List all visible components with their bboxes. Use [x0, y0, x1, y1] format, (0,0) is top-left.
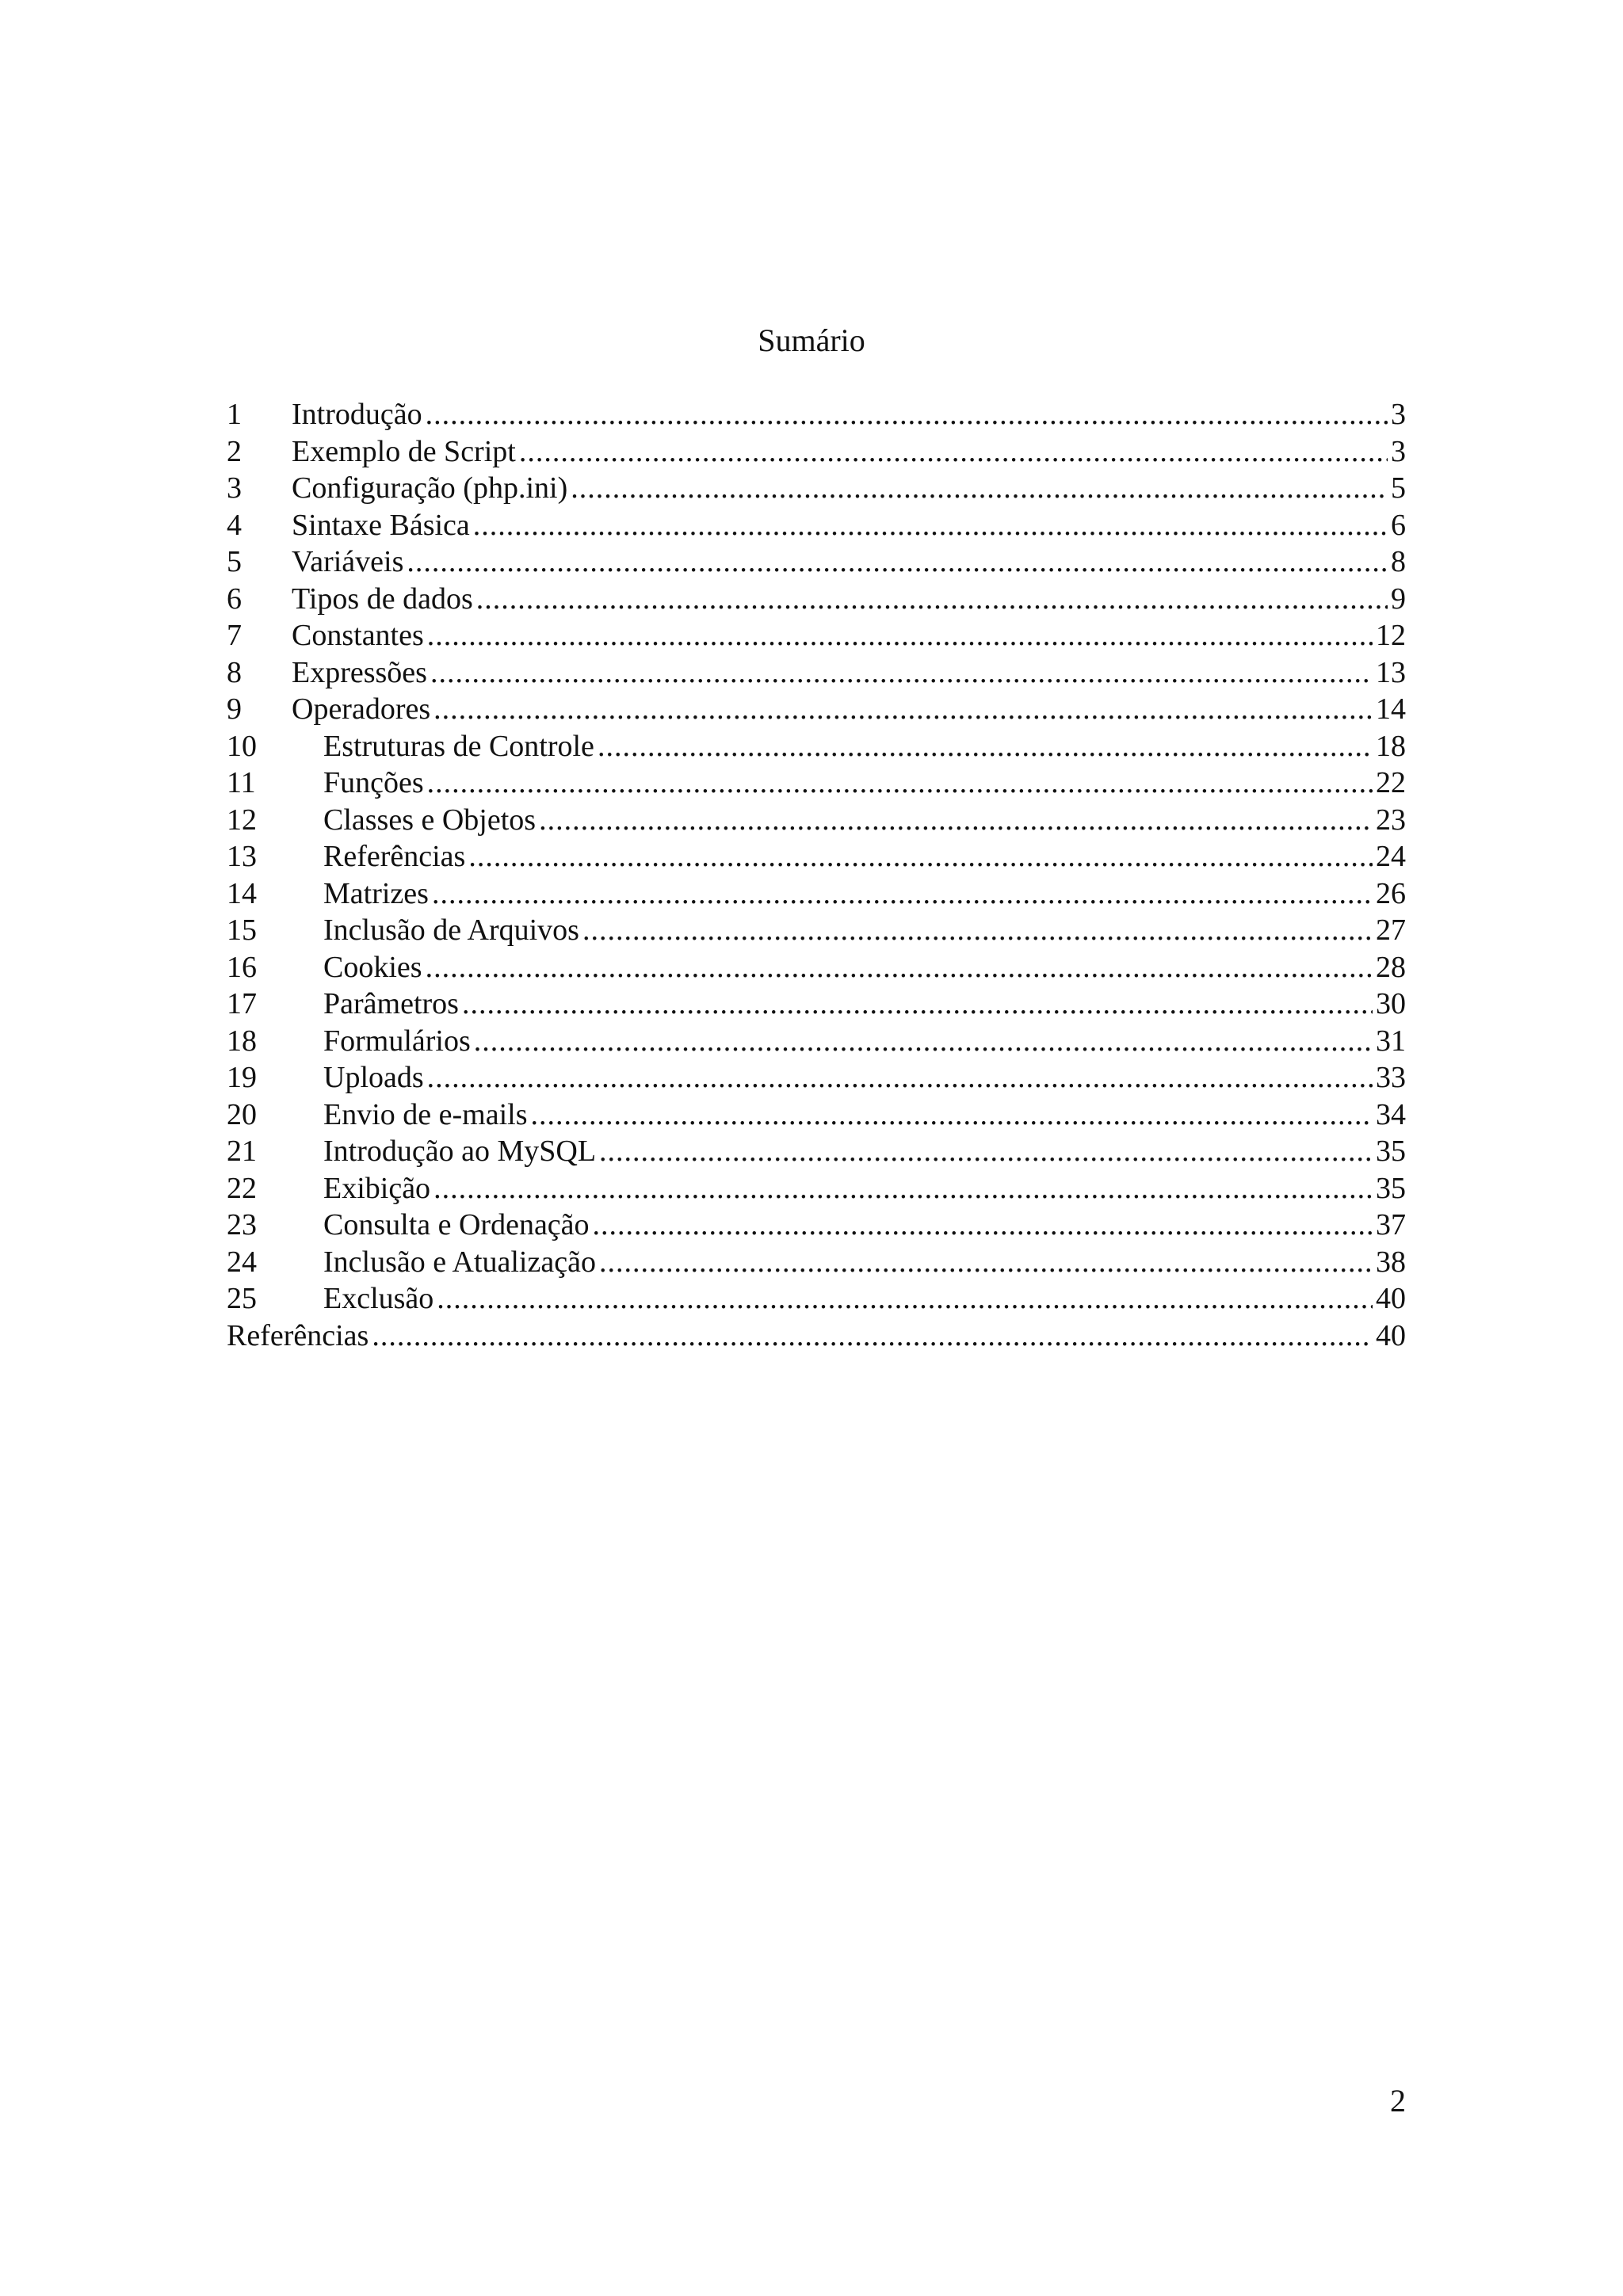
toc-entry-page: 38	[1376, 1245, 1406, 1279]
toc-entry[interactable]	[227, 802, 1406, 839]
toc-entry-number: 17	[227, 987, 257, 1020]
page-number: 2	[1390, 2083, 1406, 2119]
toc-entry-number: 21	[227, 1135, 257, 1168]
toc-entry-page: 3	[1391, 398, 1406, 431]
toc-dot-leader	[473, 507, 1388, 543]
toc-entry-title: Operadores	[292, 692, 431, 726]
toc-dot-leader	[519, 433, 1388, 470]
toc-entry-page: 5	[1391, 471, 1406, 505]
toc-entry-number: 20	[227, 1097, 257, 1131]
toc-entry-number: 13	[227, 840, 257, 873]
toc-entry[interactable]	[227, 1280, 1406, 1318]
toc-entry-number: 19	[227, 1061, 257, 1094]
toc-entry-page: 6	[1391, 508, 1406, 542]
toc-entry[interactable]	[227, 949, 1406, 986]
toc-entry-page: 23	[1376, 803, 1406, 837]
toc-entry-page: 12	[1376, 619, 1406, 652]
toc-entry[interactable]	[227, 986, 1406, 1023]
toc-entry-title: Variáveis	[292, 545, 404, 578]
toc-entry[interactable]	[227, 1318, 1406, 1355]
toc-entry-number: 9	[227, 692, 242, 726]
toc-dot-leader	[474, 1023, 1373, 1059]
toc-entry-title: Funções	[323, 766, 424, 799]
toc-entry-title: Uploads	[323, 1061, 424, 1094]
toc-dot-leader	[372, 1318, 1373, 1354]
toc-entry-title: Constantes	[292, 619, 424, 652]
toc-entry-number: 16	[227, 950, 257, 984]
toc-entry-page: 26	[1376, 876, 1406, 910]
toc-entry[interactable]	[227, 838, 1406, 875]
toc-entry-page: 24	[1376, 840, 1406, 873]
table-of-contents	[227, 396, 1406, 1354]
toc-entry[interactable]	[227, 728, 1406, 765]
toc-entry[interactable]	[227, 1059, 1406, 1097]
toc-entry-page: 34	[1376, 1097, 1406, 1131]
toc-dot-leader	[599, 1133, 1373, 1169]
toc-entry-title: Formulários	[323, 1024, 471, 1058]
toc-dot-leader	[433, 1170, 1373, 1207]
toc-entry-title: Configuração (php.ini)	[292, 471, 568, 505]
toc-entry[interactable]	[227, 1170, 1406, 1207]
toc-entry-page: 14	[1376, 692, 1406, 726]
toc-dot-leader	[593, 1207, 1373, 1243]
toc-entry-title: Expressões	[292, 655, 427, 689]
toc-entry[interactable]	[227, 691, 1406, 728]
toc-entry-number: 8	[227, 655, 242, 689]
toc-entry[interactable]	[227, 1023, 1406, 1060]
toc-entry-page: 31	[1376, 1024, 1406, 1058]
toc-dot-leader	[407, 543, 1388, 580]
toc-entry[interactable]	[227, 617, 1406, 654]
toc-entry[interactable]	[227, 912, 1406, 949]
toc-dot-leader	[437, 1280, 1373, 1317]
toc-entry[interactable]	[227, 1207, 1406, 1244]
toc-dot-leader	[530, 1097, 1373, 1133]
toc-entry[interactable]	[227, 543, 1406, 581]
toc-entry-number: 1	[227, 398, 242, 431]
toc-entry-page: 37	[1376, 1208, 1406, 1241]
toc-dot-leader	[430, 654, 1373, 691]
toc-dot-leader	[476, 581, 1388, 617]
toc-entry-title: Introdução ao MySQL	[323, 1135, 597, 1168]
toc-entry-title: Introdução	[292, 398, 422, 431]
toc-entry-title: Cookies	[323, 950, 422, 984]
toc-dot-leader	[571, 470, 1388, 506]
toc-entry[interactable]	[227, 875, 1406, 913]
page-title: Sumário	[758, 322, 865, 358]
toc-dot-leader	[468, 838, 1373, 875]
toc-entry-title: Consulta e Ordenação	[323, 1208, 590, 1241]
toc-entry[interactable]	[227, 654, 1406, 692]
toc-entry-title: Tipos de dados	[292, 582, 473, 616]
toc-entry-title: Exibição	[323, 1171, 431, 1205]
toc-entry-number: 11	[227, 766, 256, 799]
toc-entry[interactable]	[227, 1097, 1406, 1134]
toc-entry-number: 3	[227, 471, 242, 505]
toc-entry-title: Matrizes	[323, 876, 429, 910]
toc-entry-number: 5	[227, 545, 242, 578]
toc-entry-page: 27	[1376, 913, 1406, 947]
toc-entry[interactable]	[227, 507, 1406, 544]
toc-entry-page: 9	[1391, 582, 1406, 616]
toc-entry-page: 30	[1376, 987, 1406, 1020]
toc-entry-number: 25	[227, 1282, 257, 1315]
toc-entry-page: 3	[1391, 434, 1406, 468]
toc-dot-leader	[426, 949, 1373, 986]
toc-entry-number: 7	[227, 619, 242, 652]
toc-entry-page: 33	[1376, 1061, 1406, 1094]
toc-entry-page: 28	[1376, 950, 1406, 984]
toc-entry[interactable]	[227, 581, 1406, 618]
toc-entry-number: 14	[227, 876, 257, 910]
toc-dot-leader	[432, 875, 1373, 912]
toc-dot-leader	[599, 1244, 1373, 1280]
toc-entry[interactable]	[227, 433, 1406, 471]
toc-entry-title: Referências	[323, 840, 466, 873]
toc-entry[interactable]	[227, 1244, 1406, 1281]
toc-entry-page: 40	[1376, 1282, 1406, 1315]
toc-entry-number: 4	[227, 508, 242, 542]
toc-entry-page: 13	[1376, 655, 1406, 689]
toc-entry-page: 18	[1376, 729, 1406, 763]
toc-entry-title: Exemplo de Script	[292, 434, 516, 468]
toc-entry-number: 12	[227, 803, 257, 837]
toc-entry[interactable]	[227, 470, 1406, 507]
toc-entry-title: Inclusão de Arquivos	[323, 913, 579, 947]
toc-entry-number: 2	[227, 434, 242, 468]
toc-entry-number: 22	[227, 1171, 257, 1205]
toc-entry[interactable]	[227, 396, 1406, 433]
toc-dot-leader	[462, 986, 1373, 1022]
toc-entry[interactable]	[227, 765, 1406, 802]
toc-entry-title: Envio de e-mails	[323, 1097, 528, 1131]
toc-entry-number: 6	[227, 582, 242, 616]
toc-dot-leader	[539, 802, 1373, 838]
toc-entry[interactable]	[227, 1133, 1406, 1170]
toc-dot-leader	[427, 1059, 1373, 1096]
toc-entry-title: Referências	[227, 1318, 369, 1352]
toc-entry-title: Parâmetros	[323, 987, 459, 1020]
toc-dot-leader	[433, 691, 1373, 727]
toc-entry-page: 8	[1391, 545, 1406, 578]
toc-entry-page: 40	[1376, 1318, 1406, 1352]
toc-entry-number: 15	[227, 913, 257, 947]
toc-entry-page: 35	[1376, 1135, 1406, 1168]
toc-entry-number: 23	[227, 1208, 257, 1241]
toc-entry-page: 35	[1376, 1171, 1406, 1205]
toc-entry-title: Sintaxe Básica	[292, 508, 470, 542]
toc-entry-title: Classes e Objetos	[323, 803, 537, 837]
toc-entry-number: 24	[227, 1245, 257, 1279]
toc-dot-leader	[426, 396, 1388, 433]
toc-dot-leader	[427, 617, 1373, 654]
toc-entry-title: Exclusão	[323, 1282, 434, 1315]
toc-entry-title: Inclusão e Atualização	[323, 1245, 596, 1279]
toc-entry-number: 18	[227, 1024, 257, 1058]
toc-entry-number: 10	[227, 729, 257, 763]
toc-entry-title: Estruturas de Controle	[323, 729, 594, 763]
toc-entry-page: 22	[1376, 766, 1406, 799]
toc-dot-leader	[598, 728, 1373, 765]
toc-dot-leader	[427, 765, 1373, 801]
toc-dot-leader	[582, 912, 1373, 948]
